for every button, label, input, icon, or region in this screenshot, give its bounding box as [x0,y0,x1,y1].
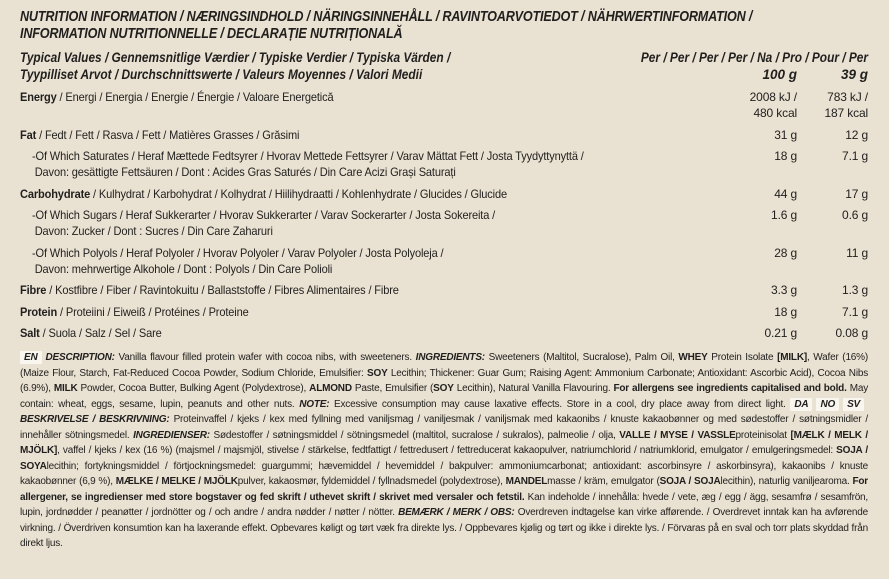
row-value-per-serving [797,282,868,298]
no-language-tag: NO [816,398,839,411]
description-segment: lecithin; fortykningsmiddel / förtjockningsmedel: guargummi; hævemiddel / hevemiddel / bakpulver: ammoniumcarbonat; antioxidant: ascorbinsyre / askorbinsyra), kakaonibs / knuste kakaobønner (6,9 %), [20,460,868,487]
value-line: 31 g [774,127,797,142]
description-segment: Sweeteners (Maltitol, Sucralose), Palm Oil, [488,352,679,363]
row-translations: / Kostfibre / Fiber / Ravintokuitu / Ballaststoffe / Fibres Alimentaires / Fibre [46,283,399,297]
row-value-per-100g [717,186,797,202]
row-label [20,186,661,202]
description-segment: Vanilla flavour filled protein wafer with cocoa nibs, with sweeteners. [118,352,416,363]
row-value-per-serving [797,148,868,180]
description-segment: Lecithin), Natural Vanilla Flavouring. [453,383,614,394]
nutrition-row-fibre [20,282,868,298]
value-line: 18 g [774,149,797,163]
row-label [20,304,661,320]
row-value-per-100g [717,304,797,320]
row-translations: / Proteiini / Eiweiß / Protéines / Proteine [57,304,249,319]
description-segment: Sødestoffer / søtningsmiddel / sötningsmedel (maltitol, sucralose / sukralos), palmeolie / olja, [213,429,620,441]
per-columns-heading [568,50,868,83]
description-segment: , vaffel / kjeks / kex (16 %) (majsmel / majsmjöl, stivelse / stärkelse, fedtfattigt / fettredusert / fettreducerat kakaopulver, natriumchlorid / natriumklorid, emulgator / emulgeringsmedel: [57,445,837,456]
label-title [20,9,868,43]
typical-values-line-1: Typical Values / Gennemsnitlige Værdier / Typiske Verdier / Typiska Värden / [20,50,451,65]
value-line: 18 g [774,304,797,319]
description-segment: SOJA / SOYA [20,445,868,472]
row-translations: / Suola / Salz / Sel / Sare [39,326,162,340]
value-line: 0.6 g [842,208,868,222]
value-line: 0.08 g [835,326,868,340]
description-segment: lecithin), naturlig vaniljearoma. [720,476,853,487]
row-translations-line2: Davon: Zucker / Dont : Sucres / Din Care Zaharuri [34,224,273,238]
description-segment: ALMOND [309,383,352,394]
row-lead-term: Energy [20,90,57,104]
value-line: 3.3 g [771,283,797,297]
description-segment: INGREDIENSER: [133,429,214,441]
row-lead-term: Protein [20,304,58,319]
row-value-per-serving [797,89,868,121]
row-label [20,245,661,277]
description-segment: MÆLKE / MELKE / MJÖLK [115,476,238,487]
description-segment: Protein Isolate [707,352,778,363]
value-line: 2008 kJ / [749,90,797,104]
description-segment: pulver, kakaosmør, fyldemiddel / fyllnadsmedel (polydextrose), [237,476,506,487]
sv-language-tag: SV [843,398,864,411]
row-lead-term: Carbohydrate [20,186,91,201]
row-label [20,325,661,341]
value-line: 1.6 g [771,208,797,222]
nutrition-row-saturates [20,148,868,180]
description-segment: INGREDIENTS: [415,352,489,363]
row-label [20,282,661,298]
row-lead-term: Salt [20,326,40,340]
row-value-per-serving [797,304,868,320]
description-segment: Proteinvaffel / kjeks / kex med fyllning med vaniljsmag / vaniljesmak / vaniljsmak med kakaonibs / knuste kakaobønner og med sødestoffer / søtningsmidler / innehåller sötningsmedel. [20,414,868,441]
row-translations: -Of Which Saturates / Heraf Mættede Fedtsyrer / Hvorav Mettede Fettsyrer / Varav Mättat Fett / Josta Tyydyttynyttä / [31,149,584,163]
nutrition-rows [20,89,868,341]
value-line: 12 g [845,127,868,142]
row-translations-line2: Davon: gesättigte Fettsäuren / Dont : Acides Gras Saturés / Din Care Acizi Grași Saturați [34,165,456,179]
unit-line [568,67,868,84]
row-value-per-100g [717,325,797,341]
description-paragraph [20,350,868,552]
col2-unit: 39 g [840,66,868,82]
value-line: 7.1 g [842,304,868,319]
description-segment: BESKRIVELSE / BESKRIVNING: [20,414,174,425]
value-line: 0.21 g [764,326,797,340]
nutrition-row-energy [20,89,868,121]
value-line: 28 g [774,245,797,260]
row-lead-term: Fibre [20,283,47,297]
value-line: 783 kJ / [827,90,868,104]
value-line: 11 g [846,245,868,260]
description-segment: SOY [367,367,388,379]
description-segment: Powder, Cocoa Butter, Bulking Agent (Polydextrose), [77,383,310,394]
description-segment: Overdreven indtagelse kan virke afførende. / Overdrevet inntak kan ha avførende virkning. / Överdriven konsumtion kan ha laxerande effekt. Opbevares køligt og tørt væk fra direkte lys. / Oppbevares kjølig og tørt og ikke i direkte lys. / Förvaras på en sval och torr plats skyddad från direkt ljus. [20,507,868,549]
value-line: 1.3 g [842,283,868,297]
typical-values-heading [20,50,568,83]
row-translations: / Kulhydrat / Karbohydrat / Kolhydrat / Hiilihydraatti / Kohlenhydrate / Glucides / Glucide [90,186,507,201]
row-translations: -Of Which Sugars / Heraf Sukkerarter / Hvorav Sukkerarter / Varav Sockerarter / Josta Sokereita / [31,208,496,222]
nutrition-row-carbohydrate [20,186,868,202]
row-value-per-serving [797,245,868,277]
description-segment: SOY [433,383,454,394]
value-line: 17 g [845,186,868,201]
row-value-per-serving [797,186,868,202]
description-segment: masse / kräm, emulgator ( [547,476,660,487]
row-value-per-100g [717,148,797,180]
value-line: 44 g [774,186,797,201]
description-segment: MANDEL [505,476,548,487]
description-segment: Kan indeholde / innehålla: hvede / vete, æg / egg / ägg, sesamfrø / sesamfrön, lupin, jordnødder / peanøtter / jordnötter og / och andre / andra nødder / nøtter / nötter. [20,491,868,518]
description-segment: WHEY [678,352,708,363]
title-line-1: NUTRITION INFORMATION / NÆRINGSINDHOLD / NÄRINGSINNEHÅLL / RAVINTOARVOTIEDOT / NÄHRWERTINFORMATION / [20,9,753,25]
description-segment: proteinisolat [735,429,791,441]
row-translations: / Fedt / Fett / Rasva / Fett / Matières Grasses / Grăsimi [36,127,300,142]
title-line-2: INFORMATION NUTRITIONNELLE / DECLARAȚIE NUTRIȚIONALĂ [20,26,403,42]
row-lead-term: Fat [20,127,37,142]
col1-unit: 100 g [762,66,797,82]
typical-values-line-2: Tyypilliset Arvot / Durchschnittswerte / Valeurs Moyennes / Valori Medii [20,66,423,82]
description-segment: VALLE / MYSE / VASSLE [619,429,736,441]
description-segment: Lecithin; Thickener: Guar Gum; Raising Agent: Ammonium Carbonate; Antioxidant: Ascorbic Acid), Cocoa Nibs (6.9%), [20,367,869,394]
row-translations-line2: Davon: mehrwertige Alkohole / Dont : Polyols / Din Care Polioli [34,261,333,276]
row-value-per-serving [797,127,868,143]
description-segment: [MÆLK / MELK / MJÖLK] [20,429,868,456]
nutrition-row-sugars [20,207,868,239]
nutrition-row-fat [20,127,868,143]
description-segment: , Wafer (16%) (Maize Flour, Starch, Fat-Reduced Cocoa Powder, Sodium Chloride, Emulsifier: [20,352,868,379]
description-segment: SOJA / SOJA [659,476,721,487]
description-segment: Excessive consumption may cause laxative effects. Store in a cool, dry place away from direct light. [329,398,791,410]
description-segment: For allergens see ingredients capitalised and bold. [613,383,847,394]
row-label [20,207,661,239]
row-label [20,148,661,180]
description-segment: Paste, Emulsifier ( [351,383,434,394]
row-value-per-serving [797,325,868,341]
description-segment: DESCRIPTION: [45,352,119,363]
nutrition-row-salt [20,325,868,341]
row-translations: / Energi / Energia / Energie / Énergie / Valoare Energetică [56,90,334,104]
row-translations: -Of Which Polyols / Heraf Polyoler / Hvorav Polyoler / Varav Polyoler / Josta Polyoleja / [31,245,444,260]
description-segment: May contain: wheat, eggs, sesame, lupin, peanuts and other nuts. [20,383,869,410]
description-segment: [MILK] [777,352,807,363]
table-header [20,50,868,83]
row-value-per-100g [717,127,797,143]
nutrition-row-protein [20,304,868,320]
description-segment: BEMÆRK / MERK / OBS: [398,507,518,518]
row-label [20,89,661,121]
row-value-per-100g [717,282,797,298]
row-value-per-100g [717,89,797,121]
value-line: 7.1 g [842,149,868,163]
row-value-per-100g [717,207,797,239]
row-label [20,127,661,143]
description-segment: For allergener, se ingredienser med store bogstaver og fed skrift / uthevet skrift / skrivet med versaler och fetstil. [20,476,868,503]
description-segment: NOTE: [299,398,330,410]
row-value-per-100g [717,245,797,277]
en-language-tag: EN [20,351,42,364]
value-line: 480 kcal [753,106,797,120]
description-segment: MILK [53,383,78,394]
nutrition-row-polyols [20,245,868,277]
row-value-per-serving [797,207,868,239]
value-line: 187 kcal [824,106,868,120]
da-language-tag: DA [790,398,812,411]
per-line: Per / Per / Per / Per / Na / Pro / Pour / Per [640,50,868,65]
